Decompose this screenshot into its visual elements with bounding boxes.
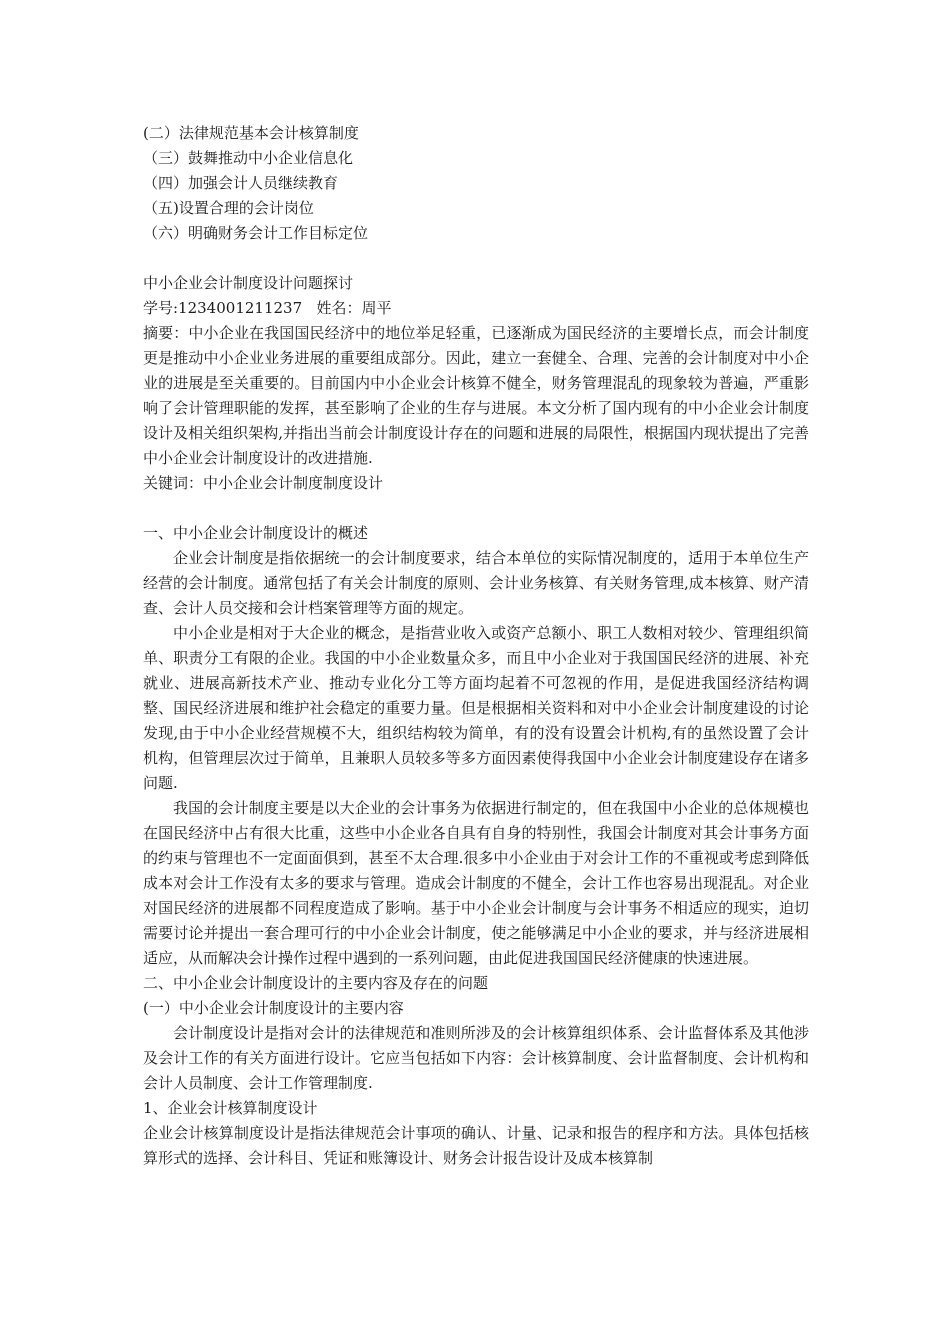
abstract: 摘要：中小企业在我国国民经济中的地位举足轻重，已逐渐成为国民经济的主要增长点，而会计制度更是推动中小企业业务进展的重要组成部分。因此，建立一套健全、合理、完善的会计制度对中小企业的进展是至关重要的。目前国内中小企业会计核算不健全，财务管理混乱的现象较为普遍，严重影响了会计管理职能的发挥，甚至影响了企业的生存与进展。本文分析了国内现有的中小企业会计制度设计及相关组织架构,并指出当前会计制度设计存在的问题和进展的局限性，根据国内现状提出了完善中小企业会计制度设计的改进措施. — [143, 324, 809, 467]
body-paragraph: 企业会计核算制度设计是指法律规范会计事项的确认、计量、记录和报告的程序和方法。具体包括核算形式的选择、会计科目、凭证和账簿设计、财务会计报告设计及成本核算制 — [143, 1124, 809, 1167]
outline-item: （三）鼓舞推动中小企业信息化 — [143, 149, 354, 167]
article-title: 中小企业会计制度设计问题探讨 — [143, 274, 354, 292]
outline-item: （六）明确财务会计工作目标定位 — [143, 224, 369, 242]
subsection-heading: (一）中小企业会计制度设计的主要内容 — [143, 999, 404, 1017]
keywords: 关键词：中小企业会计制度制度设计 — [143, 474, 384, 492]
document-page — [143, 121, 809, 1171]
outline-item: （五)设置合理的会计岗位 — [143, 199, 314, 217]
item-heading: 1、企业会计核算制度设计 — [143, 1099, 318, 1117]
body-paragraph: 我国的会计制度主要是以大企业的会计事务为依据进行制定的，但在我国中小企业的总体规模也在国民经济中占有很大比重，这些中小企业各自具有自身的特别性，我国会计制度对其会计事务方面的约束与管理也不一定面面俱到，甚至不太合理.很多中小企业由于对会计工作的不重视或考虑到降低成本对会计工作没有太多的要求与管理。造成会计制度的不健全，会计工作也容易出现混乱。对企业对国民经济的进展都不同程度造成了影响。基于中小企业会计制度与会计事务不相适应的现实，迫切需要讨论并提出一套合理可行的中小企业会计制度，使之能够满足中小企业的要求，并与经济进展相适应，从而解决会计操作过程中遇到的一系列问题，由此促进我国国民经济健康的快速进展。 — [143, 799, 809, 967]
author-name: 姓名：周平 — [316, 299, 392, 317]
student-id: 学号:1234001211237 — [143, 299, 303, 317]
body-paragraph: 中小企业是相对于大企业的概念，是指营业收入或资产总额小、职工人数相对较少、管理组织简单、职责分工有限的企业。我国的中小企业数量众多，而且中小企业对于我国国民经济的进展、补充就业、进展高新技术产业、推动专业化分工等方面均起着不可忽视的作用，是促进我国经济结构调整、国民经济进展和维护社会稳定的重要力量。但是根据相关资料和对中小企业会计制度建设的讨论发现,由于中小企业经营规模不大，组织结构较为简单，有的没有设置会计机构,有的虽然设置了会计机构，但管理层次过于简单，且兼职人员较多等多方面因素使得我国中小企业会计制度建设存在诸多问题. — [143, 624, 809, 792]
author-line — [143, 296, 809, 321]
body-paragraph: 会计制度设计是指对会计的法律规范和准则所涉及的会计核算组织体系、会计监督体系及其他涉及会计工作的有关方面进行设计。它应当包括如下内容：会计核算制度、会计监督制度、会计机构和会计人员制度、会计工作管理制度. — [143, 1024, 809, 1092]
section-heading: 一、中小企业会计制度设计的概述 — [143, 524, 369, 542]
body-paragraph: 企业会计制度是指依据统一的会计制度要求，结合本单位的实际情况制度的，适用于本单位生产经营的会计制度。通常包括了有关会计制度的原则、会计业务核算、有关财务管理,成本核算、财产清查、会计人员交接和会计档案管理等方面的规定。 — [143, 549, 809, 617]
outline-item: （四）加强会计人员继续教育 — [143, 174, 339, 192]
outline-item: (二）法律规范基本会计核算制度 — [143, 124, 359, 142]
section-heading: 二、中小企业会计制度设计的主要内容及存在的问题 — [143, 974, 489, 992]
spacer — [143, 496, 809, 521]
spacer — [143, 246, 809, 271]
